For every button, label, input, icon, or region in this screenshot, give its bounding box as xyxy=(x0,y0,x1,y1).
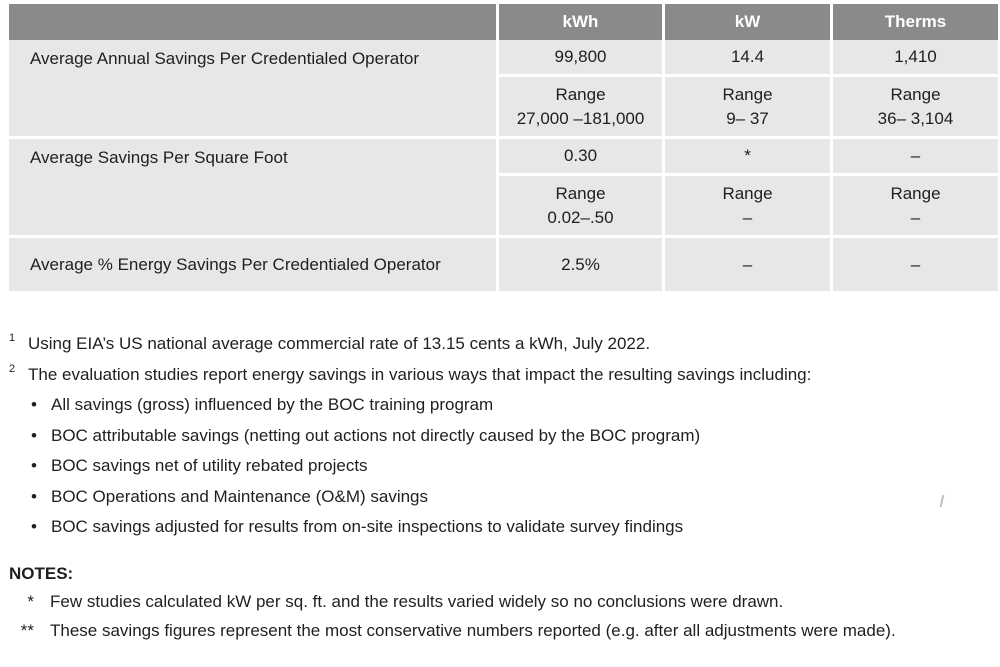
list-item xyxy=(9,482,994,513)
range-label: Range xyxy=(722,183,773,203)
cell-kw-value: 14.4 xyxy=(662,40,830,74)
cell-kwh-value: 0.30 xyxy=(496,136,662,173)
bullet-icon: • xyxy=(31,486,37,506)
cell-kw-range xyxy=(662,173,830,235)
list-item xyxy=(9,421,994,452)
footnote-marker: 2 xyxy=(9,363,16,375)
cell-kw-value: * xyxy=(662,136,830,173)
bullet-icon: • xyxy=(31,517,37,536)
cell-therms-value: – xyxy=(830,136,998,173)
range-label: Range xyxy=(555,183,606,203)
cell-therms-range xyxy=(830,173,998,235)
note-marker: * xyxy=(27,592,34,611)
range-label: Range xyxy=(890,84,941,104)
cell-kwh-value: 2.5% xyxy=(496,235,662,291)
table-row xyxy=(9,40,998,74)
list-item-text: BOC attributable savings (netting out actions not directly caused by the BOC program) xyxy=(51,425,701,445)
bullet-icon: • xyxy=(31,425,37,445)
range-value: 9– 37 xyxy=(726,108,769,128)
footnote-marker: 1 xyxy=(9,332,16,344)
list-item xyxy=(9,451,994,482)
cell-kwh-range xyxy=(496,74,662,136)
note-item xyxy=(9,587,994,616)
range-label: Range xyxy=(555,84,606,104)
table-row xyxy=(9,235,998,291)
list-item-text: BOC savings net of utility rebated projects xyxy=(51,456,368,475)
range-label: Range xyxy=(722,84,773,104)
cell-kw-range xyxy=(662,74,830,136)
note-marker: ** xyxy=(20,621,34,640)
cell-kwh-range xyxy=(496,173,662,235)
range-value: 27,000 –181,000 xyxy=(516,108,645,128)
cell-kw-value: – xyxy=(662,235,830,291)
table-header-row xyxy=(9,4,998,40)
note-item xyxy=(9,616,994,645)
savings-table xyxy=(9,4,998,291)
savings-method-list xyxy=(9,390,994,543)
cell-therms-value: 1,410 xyxy=(830,40,998,74)
header-blank-cell xyxy=(9,4,496,40)
range-value: – xyxy=(742,207,753,227)
range-value: 36– 3,104 xyxy=(877,108,954,128)
header-kwh: kWh xyxy=(496,4,662,40)
footnote-text: Using EIA’s US national average commercial rate of 13.15 cents a kWh, July 2022. xyxy=(28,334,651,353)
range-value: – xyxy=(910,207,921,227)
list-item-text: All savings (gross) influenced by the BOC training program xyxy=(51,395,494,414)
bullet-icon: • xyxy=(31,456,37,475)
cell-kwh-value: 99,800 xyxy=(496,40,662,74)
notes-heading: NOTES: xyxy=(9,564,74,583)
header-kw: kW xyxy=(662,4,830,40)
cell-therms-range xyxy=(830,74,998,136)
footnotes xyxy=(9,328,994,543)
list-item xyxy=(9,512,994,543)
bullet-icon: • xyxy=(31,395,37,414)
notes-section xyxy=(9,561,994,645)
range-label: Range xyxy=(890,183,941,203)
footnote-2 xyxy=(9,359,994,390)
cell-therms-value: – xyxy=(830,235,998,291)
table-row xyxy=(9,136,998,173)
header-therms: Therms xyxy=(830,4,998,40)
list-item-text: BOC savings adjusted for results from on-site inspections to validate survey findings xyxy=(51,517,684,536)
note-text: These savings figures represent the most conservative numbers reported (e.g. after all adjustments were made). xyxy=(50,621,896,640)
row-label-annual-savings: Average Annual Savings Per Credentialed Operator xyxy=(9,40,496,136)
row-label-energy-savings-percent: Average % Energy Savings Per Credentialed Operator xyxy=(9,235,496,291)
note-text: Few studies calculated kW per sq. ft. and the results varied widely so no conclusions were drawn. xyxy=(50,592,784,611)
footnote-1 xyxy=(9,328,994,359)
footnote-text: The evaluation studies report energy savings in various ways that impact the resulting savings including: xyxy=(28,365,812,384)
row-label-per-square-foot: Average Savings Per Square Foot xyxy=(9,136,496,235)
list-item-text: BOC Operations and Maintenance (O&M) savings xyxy=(51,486,429,506)
list-item xyxy=(9,390,994,421)
range-value: 0.02–.50 xyxy=(547,207,614,227)
